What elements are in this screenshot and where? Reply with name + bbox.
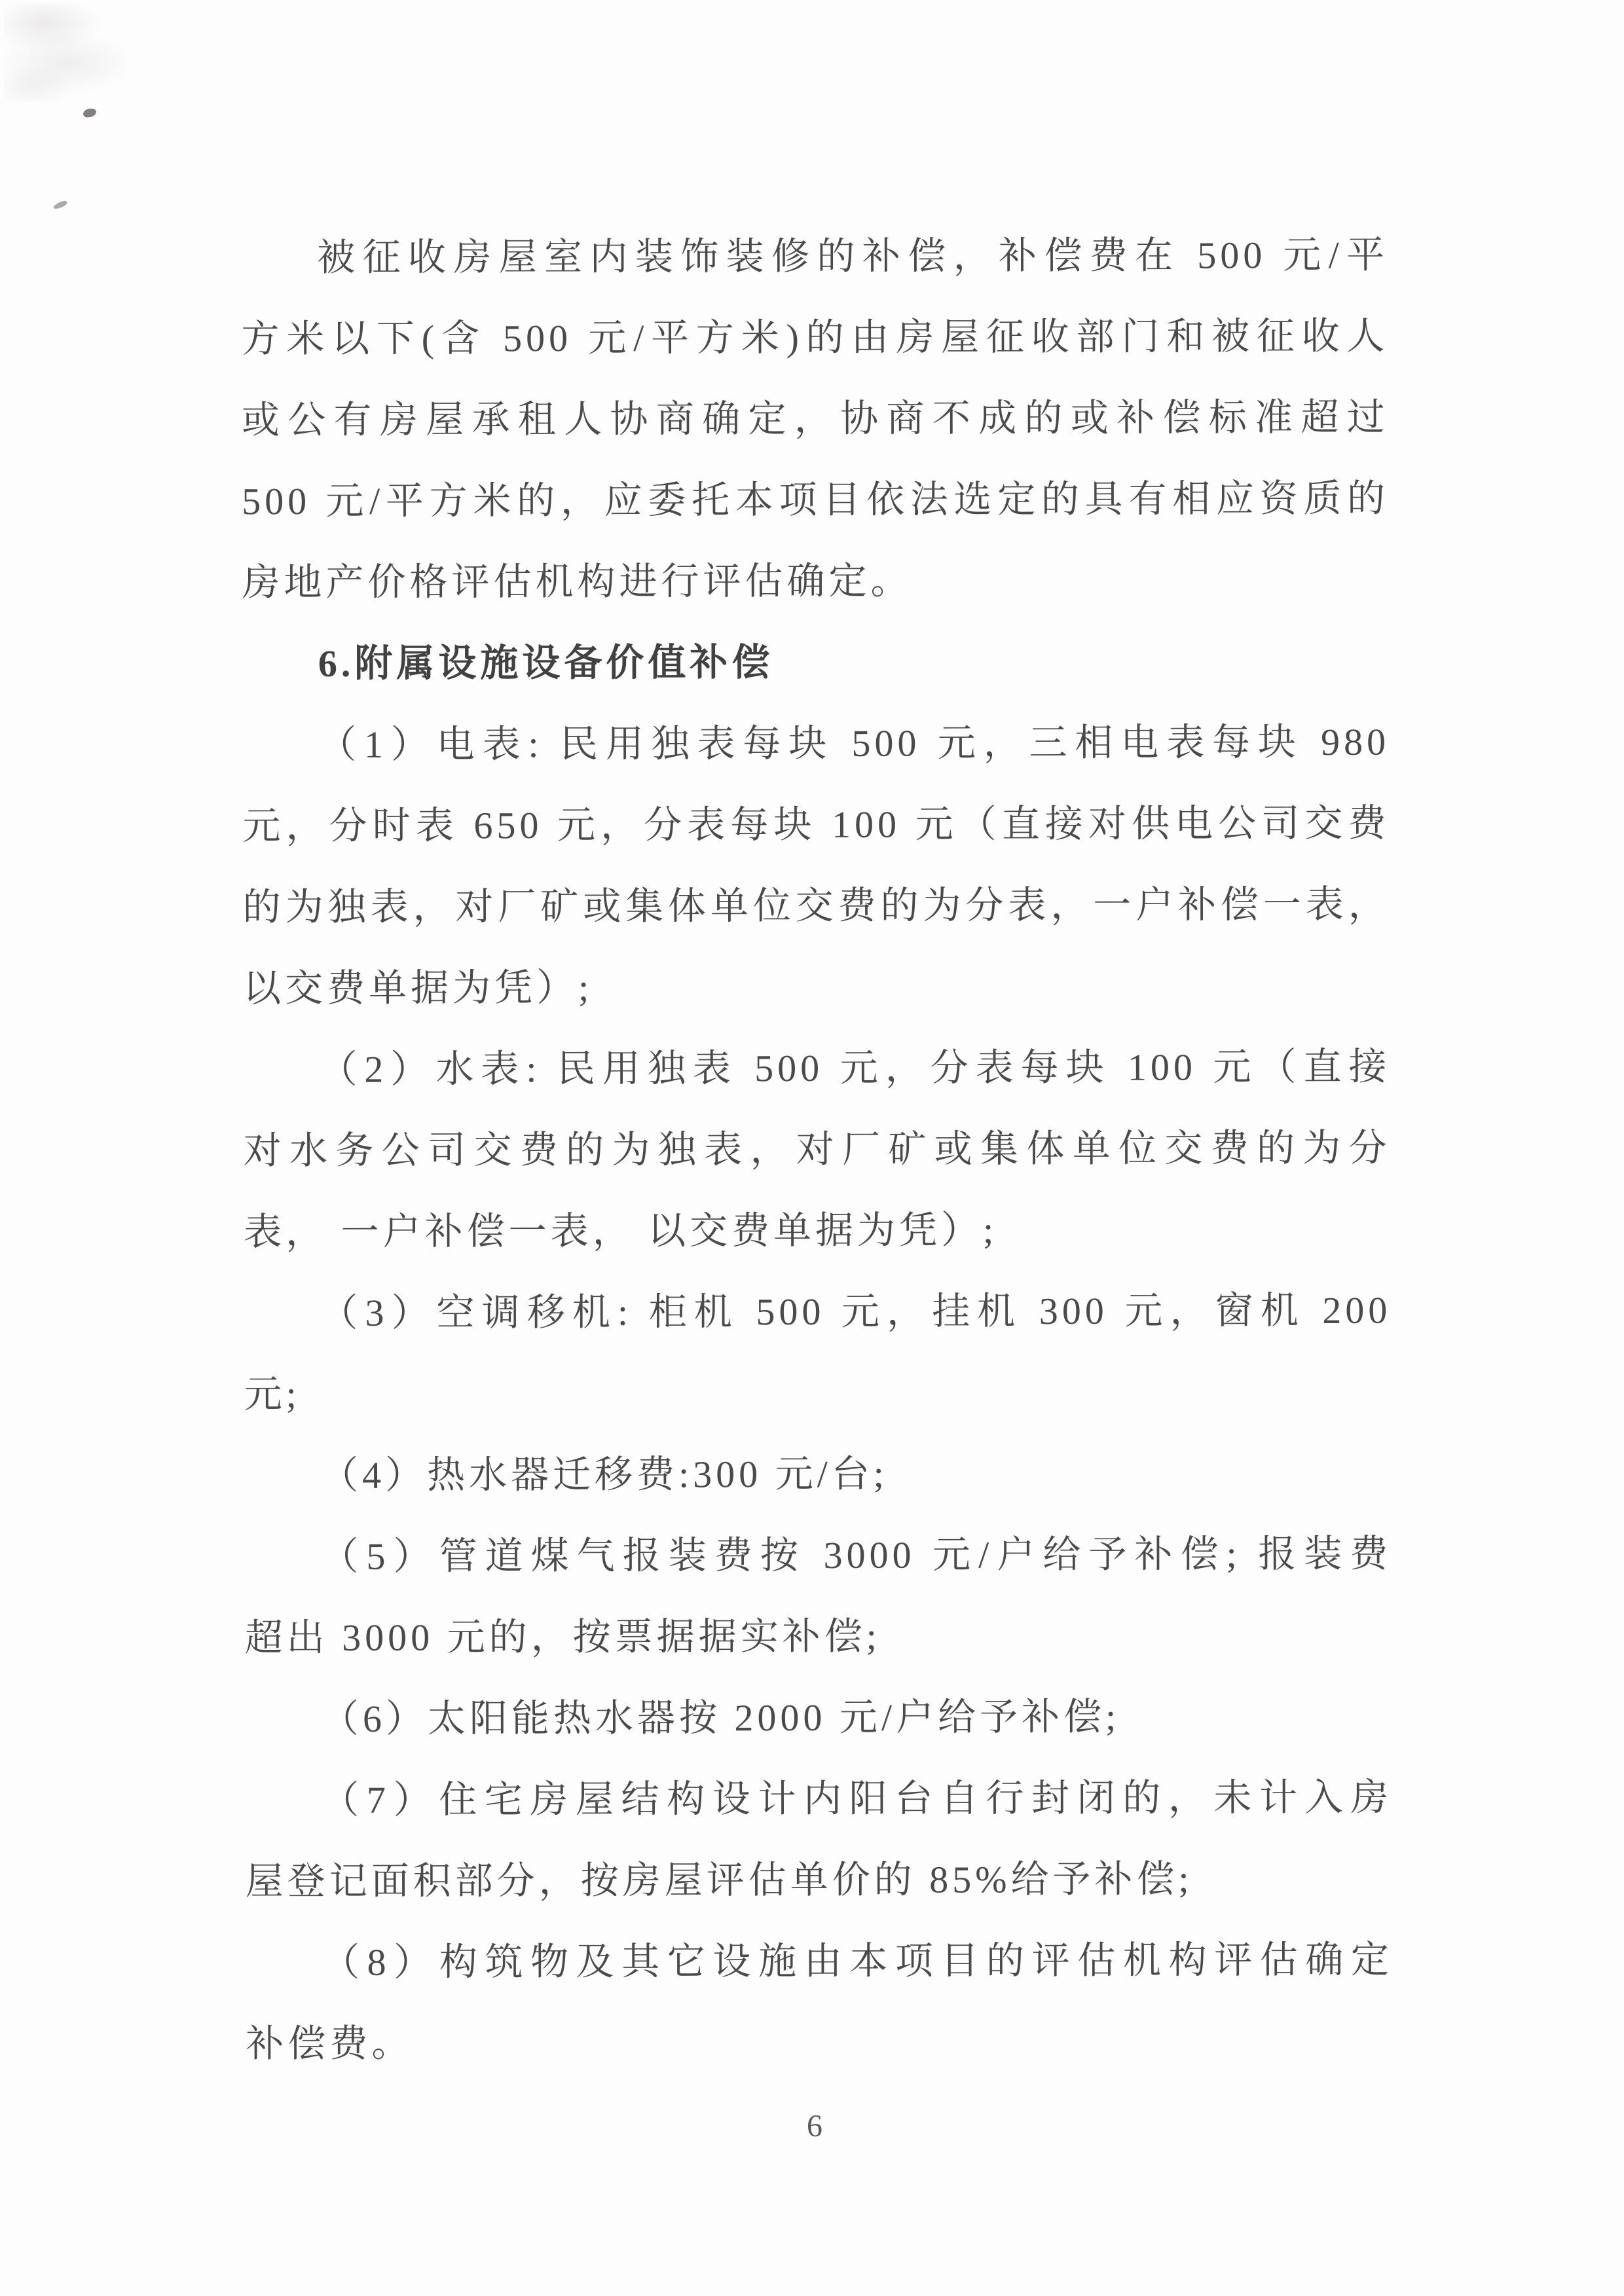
list-item-line: （5）管道煤气报装费按 3000 元/户给予补偿; 报装费 — [320, 1532, 1392, 1578]
list-item-line: （6）太阳能热水器按 2000 元/户给予补偿; — [320, 1695, 1120, 1740]
list-item-line: （8）构筑物及其它设施由本项目的评估机构评估确定 — [321, 1938, 1393, 1984]
list-item-line: 元，分时表 650 元，分表每块 100 元（直接对供电公司交费 — [242, 801, 1390, 848]
paragraph-line: 或公有房屋承租人协商确定，协商不成的或补偿标准超过 — [241, 395, 1389, 442]
list-item-line: （3）空调移机: 柜机 500 元，挂机 300 元，窗机 200 — [320, 1288, 1392, 1334]
list-item-line: 的为独表，对厂矿或集体单位交费的为分表，一户补偿一表， — [242, 883, 1390, 929]
list-item-line: （1）电表: 民用独表每块 500 元，三相电表每块 980 — [318, 720, 1390, 766]
scan-speck-artifact — [83, 108, 97, 118]
scan-smudge-artifact — [4, 4, 141, 102]
section-heading: 6.附属设施设备价值补偿 — [318, 641, 774, 685]
list-item-line: 以交费单据为凭）; — [243, 966, 593, 1010]
paragraph-line: 500 元/平方米的，应委托本项目依法选定的具有相应资质的 — [242, 477, 1390, 523]
paragraph-line: 方米以下(含 500 元/平方米)的由房屋征收部门和被征收人 — [241, 314, 1389, 361]
list-item-line: 表， 一户补偿一表， 以交费单据为凭）; — [243, 1209, 998, 1254]
list-item-line: 补偿费。 — [246, 2022, 414, 2066]
list-item-line: （7）住宅房屋结构设计内阳台自行封闭的，未计入房 — [321, 1776, 1393, 1821]
paragraph-line: 房地产价格评估机构进行评估确定。 — [242, 559, 913, 604]
scan-speck-artifact — [52, 200, 67, 210]
document-body — [241, 215, 1393, 2085]
list-item-line: （4）热水器迁移费:300 元/台; — [320, 1452, 888, 1497]
list-item-line: 屋登记面积部分，按房屋评估单价的 85%给予补偿; — [245, 1857, 1193, 1903]
paragraph-line: 被征收房屋室内装饰装修的补偿，补偿费在 500 元/平 — [317, 233, 1389, 279]
page-number: 6 — [806, 2108, 823, 2144]
list-item-line: 对水务公司交费的为独表，对厂矿或集体单位交费的为分 — [243, 1126, 1391, 1173]
list-item-line: 元; — [244, 1373, 301, 1416]
list-item-line: 超出 3000 元的，按票据据实补偿; — [244, 1614, 881, 1660]
list-item-line: （2）水表: 民用独表 500 元，分表每块 100 元（直接 — [319, 1045, 1391, 1091]
